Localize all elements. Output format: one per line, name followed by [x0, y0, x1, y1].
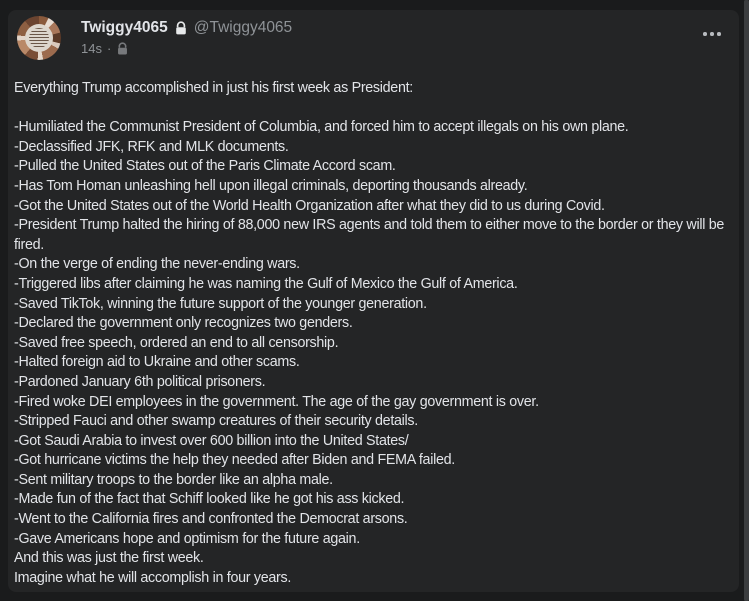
- post-text-line: -Has Tom Homan unleashing hell upon illegal criminals, deporting thousands already.: [14, 177, 528, 194]
- post-text-line: And this was just the first week.: [14, 550, 204, 567]
- author-handle[interactable]: @Twiggy4065: [193, 19, 293, 36]
- post-text-line: -Saved TikTok, winning the future support of the younger generation.: [14, 295, 427, 312]
- privacy-lock-icon: [116, 42, 129, 56]
- post-text-line: [14, 99, 733, 119]
- post-text-line: -Declared the government only recognizes two genders.: [14, 315, 353, 332]
- post-text-line: -Got hurricane victims the help they needed after Biden and FEMA failed.: [14, 452, 455, 469]
- post-text-line: -Gave Americans hope and optimism for the future again.: [14, 530, 360, 547]
- post-text-line: -President Trump halted the hiring of 88,000 new IRS agents and told them to either move to the border or they will be fired.: [14, 217, 725, 253]
- post-text-line: -Pardoned January 6th political prisoners.: [14, 373, 266, 390]
- protected-lock-icon: [174, 21, 188, 36]
- post-text-line: -Saved free speech, ordered an end to all censorship.: [14, 334, 339, 351]
- post-text-line: -Sent military troops to the border like an alpha male.: [14, 471, 333, 488]
- more-options-button[interactable]: [699, 28, 725, 40]
- scrollbar[interactable]: [744, 0, 749, 601]
- post-text-line: -Fired woke DEI employees in the government. The age of the gay government is over.: [14, 393, 539, 410]
- ellipsis-icon: [717, 32, 721, 36]
- post-body: [8, 79, 739, 588]
- author-name[interactable]: Twiggy4065: [81, 19, 168, 36]
- post-text-line: Everything Trump accomplished in just his first week as President:: [14, 80, 413, 96]
- post-text-line: -Pulled the United States out of the Paris Climate Accord scam.: [14, 158, 396, 175]
- post-text-line: -Declassified JFK, RFK and MLK documents.: [14, 138, 289, 155]
- ellipsis-icon: [703, 32, 707, 36]
- post-text-line: -Triggered libs after claiming he was naming the Gulf of Mexico the Gulf of America.: [14, 275, 518, 292]
- timestamp[interactable]: 14s: [81, 41, 102, 56]
- header-text: [81, 16, 729, 56]
- post-text-line: -On the verge of ending the never-ending wars.: [14, 256, 300, 273]
- post-text-line: Imagine what he will accomplish in four years.: [14, 569, 292, 586]
- post-text-line: -Humiliated the Communist President of Columbia, and forced him to accept illegals on his own plane.: [14, 119, 629, 136]
- avatar[interactable]: [17, 16, 61, 60]
- post-text-line: -Got the United States out of the World Health Organization after what they did to us during Covid.: [14, 197, 605, 214]
- ellipsis-icon: [710, 32, 714, 36]
- post-card: [8, 10, 739, 592]
- post-text-line: -Went to the California fires and confronted the Democrat arsons.: [14, 511, 408, 528]
- post-header: [8, 10, 739, 64]
- meta-separator: ·: [106, 41, 112, 56]
- post-text-line: -Halted foreign aid to Ukraine and other scams.: [14, 354, 300, 371]
- scrollbar-thumb[interactable]: [744, 0, 749, 601]
- meta-row: [81, 41, 729, 56]
- post-text-line: -Made fun of the fact that Schiff looked like he got his ass kicked.: [14, 491, 405, 508]
- post-text-line: -Got Saudi Arabia to invest over 600 billion into the United States/: [14, 432, 409, 449]
- post-text-line: -Stripped Fauci and other swamp creatures of their security details.: [14, 413, 418, 430]
- name-row: [81, 18, 729, 38]
